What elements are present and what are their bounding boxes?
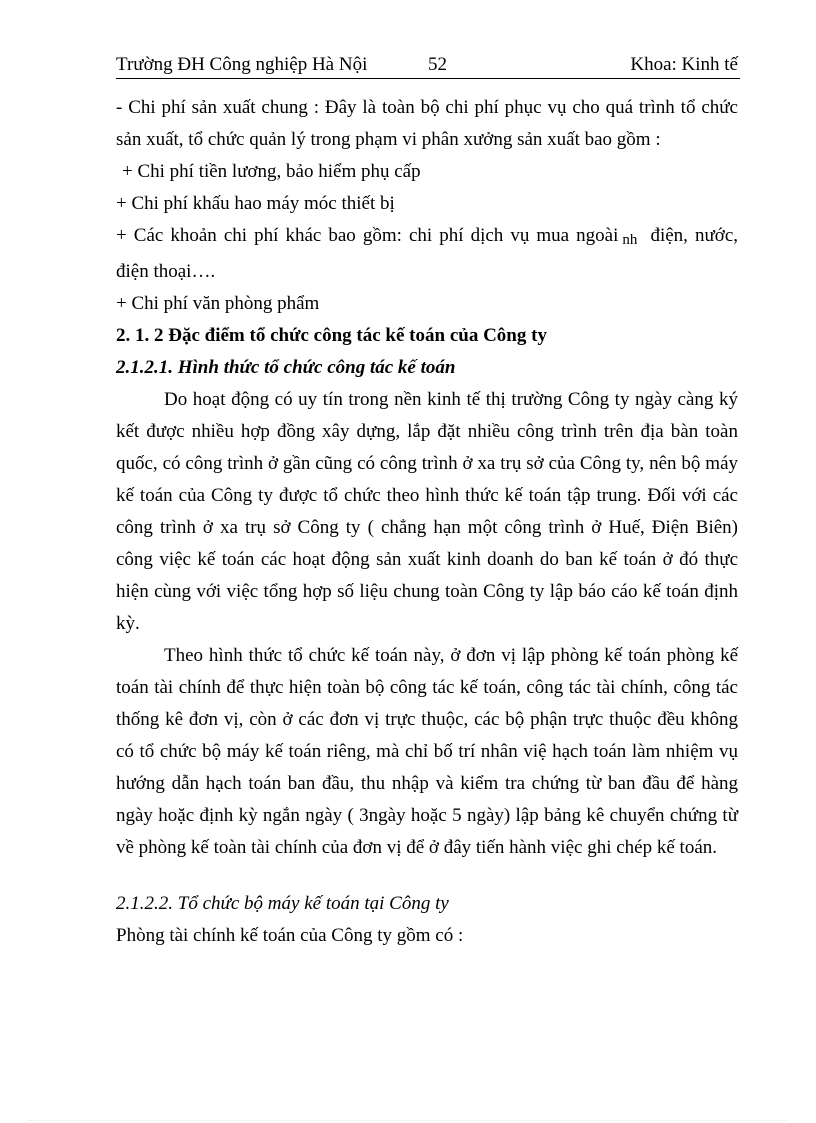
- section-heading-2-1-2-1: 2.1.2.1. Hình thức tổ chức công tác kế toán: [116, 357, 456, 378]
- page-header: [116, 52, 740, 79]
- paragraph-general-costs: - Chi phí sản xuất chung : Đây là toàn bộ chi phí phục vụ cho quá trình tổ chức sản xuất, tổ chức quản lý trong phạm vi phân xưởng sản xuất bao gồm :: [116, 97, 738, 150]
- paragraph-accounting-method: Theo hình thức tổ chức kế toán này, ở đơn vị lập phòng kế toán phòng kế toán tài chính để thực hiện toàn bộ công tác kế toán, công tác tài chính, công tác thống kê đơn vị, còn ở các đơn vị trực thuộc, các bộ phận trực thuộc đều không có tổ chức bộ máy kế toán riêng, mà chỉ bố trí nhân việ hạch toán làm nhiệm vụ hướng dẫn hạch toán ban đầu, thu nhập và kiểm tra chứng từ ban đầu để hàng ngày hoặc định kỳ ngắn ngày ( 3ngày hoặc 5 ngày) lập bảng kê chuyển chứng từ về phòng kế toàn tài chính của đơn vị để ở đây tiến hành việc ghi chép kế toán.: [116, 645, 738, 858]
- other-costs-text-a: + Các khoản chi phí khác bao gồm: chi phí dịch vụ mua ngoài: [116, 225, 619, 246]
- header-page-number: 52: [428, 54, 447, 75]
- header-faculty: Khoa: Kinh tế: [630, 54, 738, 75]
- paragraph-finance-department: Phòng tài chính kế toán của Công ty gồm có :: [116, 925, 464, 946]
- section-heading-2-1-2: 2. 1. 2 Đặc điểm tổ chức công tác kế toán của Công ty: [116, 325, 547, 346]
- header-university: Trường ĐH Công nghiệp Hà Nội: [116, 54, 368, 75]
- list-item-stationery: + Chi phí văn phòng phẩm: [116, 293, 320, 314]
- other-costs-text-b: điện, nước, điện thoại….: [116, 225, 738, 282]
- list-item-salary: + Chi phí tiền lương, bảo hiểm phụ cấp: [122, 161, 421, 182]
- spacer: [116, 864, 738, 888]
- other-costs-subscript: nh: [622, 232, 638, 248]
- list-item-other-costs: [116, 220, 738, 288]
- list-item-depreciation: + Chi phí khấu hao máy móc thiết bị: [116, 193, 395, 214]
- document-body: [116, 92, 738, 952]
- page-bottom-divider: [28, 1120, 788, 1121]
- paragraph-organization-form: Do hoạt động có uy tín trong nền kinh tế thị trường Công ty ngày càng ký kết được nhiều hợp đồng xây dựng, lắp đặt nhiều công trình trên địa bàn toàn quốc, có công trình ở gần cũng có công trình ở xa trụ sở của Công ty, nên bộ máy kế toán của Công ty được tổ chức theo hình thức kế toán tập trung. Đối với các công trình ở xa trụ sở Công ty ( chẳng hạn một công trình ở Huế, Điện Biên) công việc kế toán các hoạt động sản xuất kinh doanh do ban kế toán ở đó thực hiện cùng với việc tổng hợp số liệu chung toàn Công ty lập báo cáo kế toán định kỳ.: [116, 389, 738, 634]
- section-heading-2-1-2-2: 2.1.2.2. Tổ chức bộ máy kế toán tại Công ty: [116, 893, 449, 914]
